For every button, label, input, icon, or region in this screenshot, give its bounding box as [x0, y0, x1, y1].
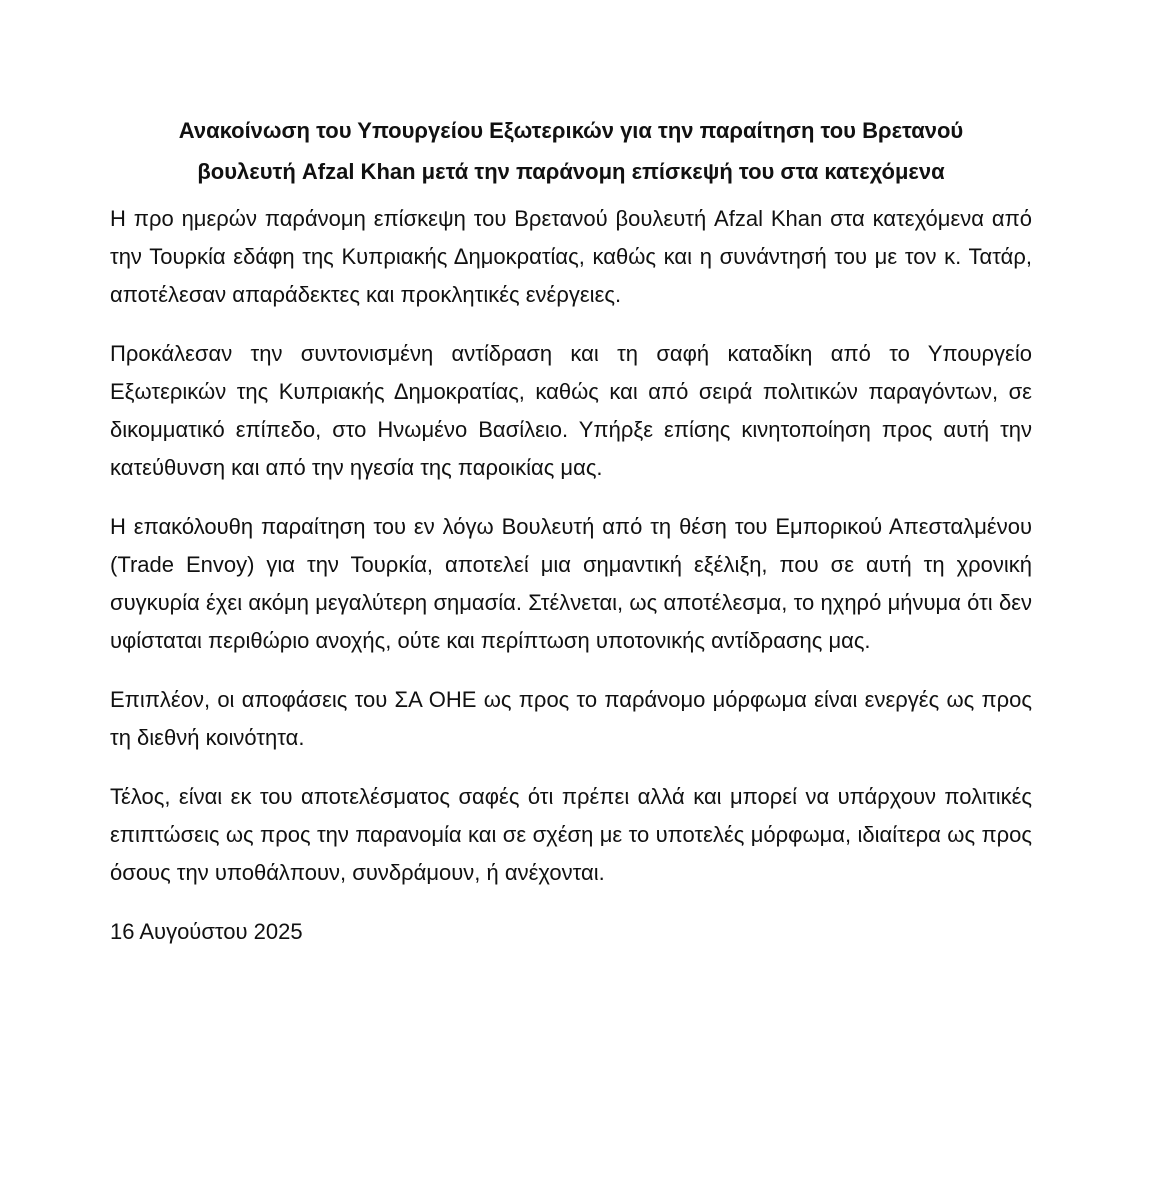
announcement-body — [110, 110, 1032, 951]
title-line-1: Ανακοίνωση του Υπουργείου Εξωτερικών για την παραίτηση του Βρετανού — [178, 118, 964, 143]
announcement-date: 16 Αυγούστου 2025 — [110, 919, 303, 944]
paragraph-3: Η επακόλουθη παραίτηση του εν λόγω Βουλευτή από τη θέση του Εμπορικού Απεσταλμένου (Trade Envoy) για την Τουρκία, αποτελεί μια σημαντική εξέλιξη, που σε αυτή τη χρονική συγκυρία έχει ακόμη μεγαλύτερη σημασία. Στέλνεται, ως αποτέλεσμα, το ηχηρό μήνυμα ότι δεν υφίσταται περιθώριο ανοχής, ούτε και περίπτωση υποτονικής αντίδρασης μας. — [110, 514, 1032, 653]
paragraph-5: Τέλος, είναι εκ του αποτελέσματος σαφές ότι πρέπει αλλά και μπορεί να υπάρχουν πολιτικές επιπτώσεις ως προς την παρανομία και σε σχέση με το υποτελές μόρφωμα, ιδιαίτερα ως προς όσους την υποθάλπουν, συνδράμουν, ή ανέχονται. — [110, 784, 1032, 885]
paragraph-1: Η προ ημερών παράνομη επίσκεψη του Βρετανού βουλευτή Afzal Khan στα κατεχόμενα από την Τουρκία εδάφη της Κυπριακής Δημοκρατίας, καθώς και η συνάντησή του με τον κ. Τατάρ, αποτέλεσαν απαράδεκτες και προκλητικές ενέργειες. — [110, 206, 1032, 307]
paragraph-4: Επιπλέον, οι αποφάσεις του ΣΑ ΟΗΕ ως προς το παράνομο μόρφωμα είναι ενεργές ως προς τη διεθνή κοινότητα. — [110, 687, 1032, 750]
paragraph-2: Προκάλεσαν την συντονισμένη αντίδραση και τη σαφή καταδίκη από το Υπουργείο Εξωτερικών της Κυπριακής Δημοκρατίας, καθώς και από σειρά πολιτικών παραγόντων, σε δικομματικό επίπεδο, στο Ηνωμένο Βασίλειο. Υπήρξε επίσης κινητοποίηση προς αυτή την κατεύθυνση και από την ηγεσία της παροικίας μας. — [110, 341, 1032, 480]
title-line-2: βουλευτή Afzal Khan μετά την παράνομη επίσκεψή του στα κατεχόμενα — [197, 159, 945, 184]
announcement-title — [110, 110, 1032, 192]
